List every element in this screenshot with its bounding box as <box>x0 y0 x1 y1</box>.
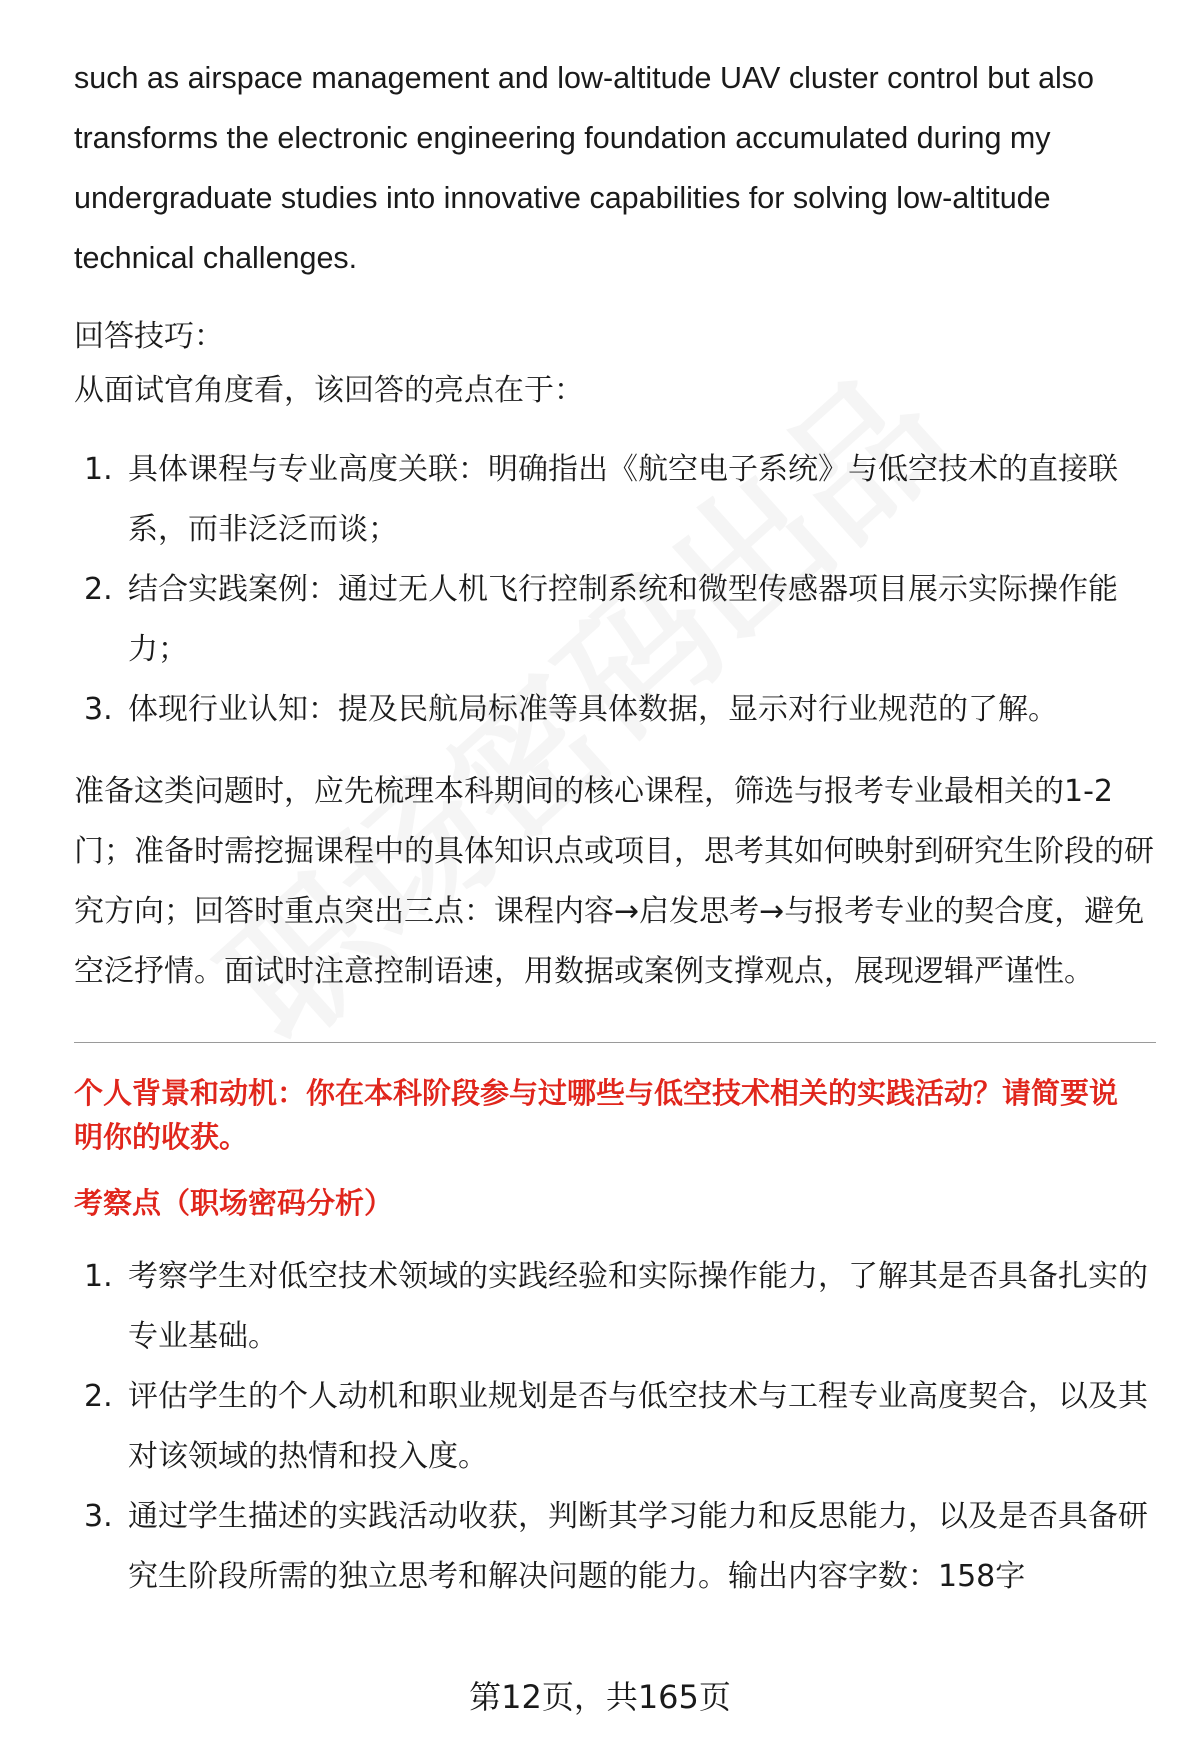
text-line: undergraduate studies into innovative capabilities for solving low-altitude <box>74 181 1051 215</box>
list-number: 2. <box>84 572 113 607</box>
text-line: transforms the electronic engineering foundation accumulated during my <box>74 121 1051 155</box>
question-section <box>74 1071 1154 1607</box>
text-line: such as airspace management and low-altitude UAV cluster control but also <box>74 61 1095 95</box>
list-text: 究生阶段所需的独立思考和解决问题的能力。输出内容字数：158字 <box>128 1559 1026 1594</box>
list-item <box>74 1367 1154 1487</box>
list-text: 体现行业认知：提及民航局标准等具体数据，显示对行业规范的了解。 <box>128 692 1058 727</box>
text-line: 究方向；回答时重点突出三点：课程内容→启发思考→与报考专业的契合度，避免 <box>74 894 1145 929</box>
section-divider <box>74 1042 1156 1043</box>
question-subheading: 考察点（职场密码分析） <box>74 1186 394 1220</box>
page-footer: 第12页，共165页 <box>469 1678 731 1716</box>
list-number: 2. <box>84 1379 113 1414</box>
question-heading: 明你的收获。 <box>74 1120 249 1154</box>
tips-lead: 从面试官角度看，该回答的亮点在于： <box>74 373 584 408</box>
list-text: 系，而非泛泛而谈； <box>128 512 398 547</box>
list-text: 结合实践案例：通过无人机飞行控制系统和微型传感器项目展示实际操作能 <box>128 572 1118 607</box>
list-item <box>74 1487 1154 1607</box>
list-text: 考察学生对低空技术领域的实践经验和实际操作能力，了解其是否具备扎实的 <box>128 1259 1148 1294</box>
text-line: 空泛抒情。面试时注意控制语速，用数据或案例支撑观点，展现逻辑严谨性。 <box>74 954 1094 989</box>
list-item <box>74 1247 1154 1367</box>
list-text: 对该领域的热情和投入度。 <box>128 1439 488 1474</box>
question-list <box>74 1247 1154 1607</box>
list-text: 力； <box>128 632 188 667</box>
prep-paragraph <box>74 762 1154 1002</box>
tips-list <box>74 440 1154 740</box>
list-text: 评估学生的个人动机和职业规划是否与低空技术与工程专业高度契合，以及其 <box>128 1379 1148 1414</box>
text-line: 准备这类问题时，应先梳理本科期间的核心课程，筛选与报考专业最相关的1-2 <box>74 774 1113 809</box>
text-line: 门；准备时需挖掘课程中的具体知识点或项目，思考其如何映射到研究生阶段的研 <box>74 834 1154 869</box>
tips-section <box>74 310 1154 740</box>
tips-title: 回答技巧： <box>74 319 224 354</box>
list-text: 通过学生描述的实践活动收获，判断其学习能力和反思能力，以及是否具备研 <box>128 1499 1148 1534</box>
list-number: 1. <box>84 1259 113 1294</box>
document-page <box>74 48 1154 1607</box>
list-number: 3. <box>84 1499 113 1534</box>
intro-paragraph <box>74 48 1154 288</box>
list-text: 专业基础。 <box>128 1319 278 1354</box>
list-text: 具体课程与专业高度关联：明确指出《航空电子系统》与低空技术的直接联 <box>128 452 1118 487</box>
question-heading: 个人背景和动机：你在本科阶段参与过哪些与低空技术相关的实践活动？请简要说 <box>74 1076 1119 1110</box>
list-number: 1. <box>84 452 113 487</box>
text-line: technical challenges. <box>74 241 358 275</box>
list-item <box>74 680 1154 740</box>
list-item <box>74 560 1154 680</box>
list-item <box>74 440 1154 560</box>
list-number: 3. <box>84 692 113 727</box>
